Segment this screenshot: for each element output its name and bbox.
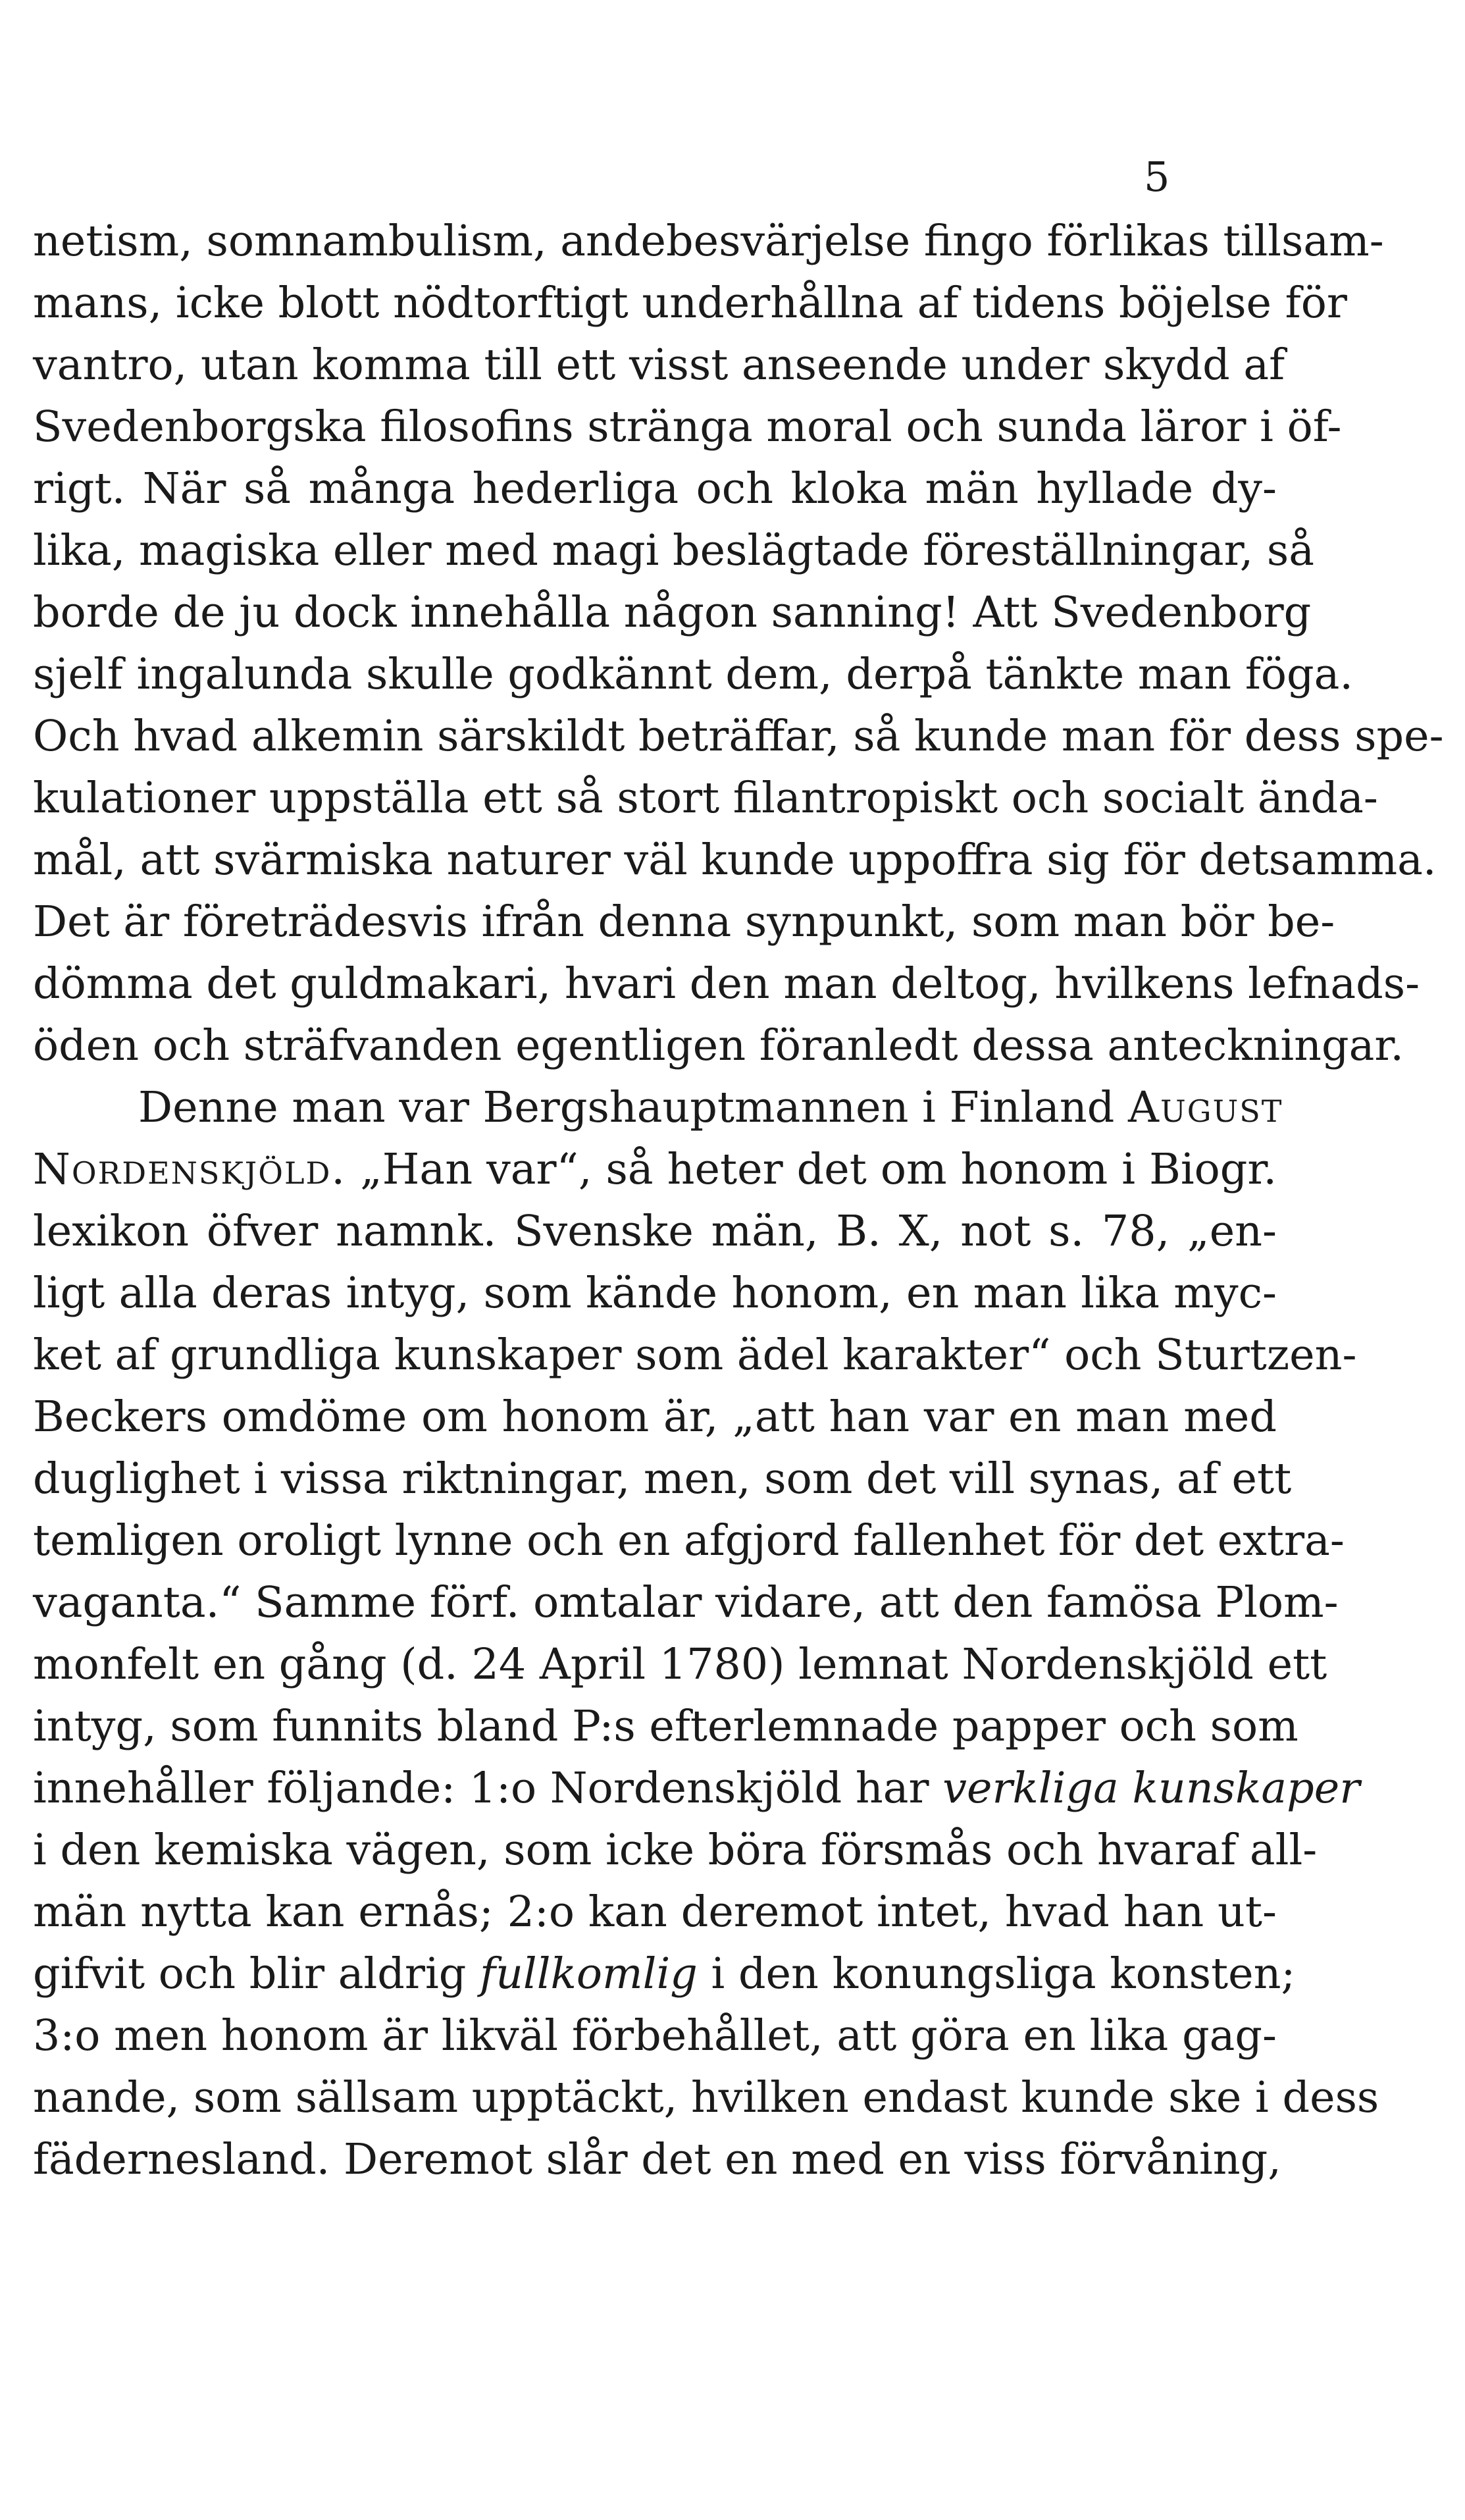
text-line: borde de ju dock innehålla någon sanning! Att Svedenborg: [33, 588, 1312, 637]
text-line: duglighet i vissa riktningar, men, som det vill synas, af ett: [33, 1454, 1292, 1504]
italic-phrase: fullkomlig: [480, 1949, 698, 1999]
text-line: mans, icke blott nödtorftigt underhållna af tidens böjelse för: [33, 278, 1347, 328]
text-line: vaganta.“ Samme förf. omtalar vidare, att den famösa Plom-: [33, 1578, 1339, 1627]
text-line: öden och sträfvanden egentligen föranledt dessa anteckningar.: [33, 1021, 1404, 1070]
text-segment: Denne man var Bergshauptmannen i Finland: [138, 1083, 1129, 1132]
text-segment: gifvit och blir aldrig: [33, 1949, 480, 1999]
text-line: vantro, utan komma till ett visst anseende under skydd af: [33, 340, 1285, 390]
text-line: ligt alla deras intyg, som kände honom, en man lika myc-: [33, 1269, 1277, 1318]
text-line: rigt. När så många hederliga och kloka män hyllade dy-: [33, 464, 1277, 513]
text-line: intyg, som funnits bland P:s efterlemnade papper och som: [33, 1702, 1298, 1751]
text-line: kulationer uppställa ett så stort filantropiskt och socialt ända-: [33, 774, 1378, 823]
text-line: [33, 1077, 1283, 1139]
body-text: [33, 211, 1444, 2191]
text-line: [33, 1139, 1277, 1201]
text-line: lexikon öfver namnk. Svenske män, B. X, not s. 78, „en-: [33, 1207, 1277, 1256]
text-line: Och hvad alkemin särskildt beträffar, så kunde man för dess spe-: [33, 712, 1444, 761]
text-line: sjelf ingalunda skulle godkännt dem, derpå tänkte man föga.: [33, 650, 1354, 699]
page-number: 5: [1144, 153, 1170, 201]
text-line: 3:o men honom är likväl förbehållet, att göra en lika gag-: [33, 2011, 1277, 2061]
text-line: Svedenborgska filosofins stränga moral och sunda läror i öf-: [33, 402, 1342, 452]
text-line: nande, som sällsam upptäckt, hvilken endast kunde ske i dess: [33, 2073, 1379, 2122]
text-line: [33, 1758, 1360, 1820]
text-line: lika, magiska eller med magi beslägtade föreställningar, så: [33, 526, 1315, 575]
text-segment: „Han var“, så heter det om honom i Biogr.: [346, 1145, 1277, 1194]
text-line: dömma det guldmakari, hvari den man deltog, hvilkens lefnads-: [33, 959, 1420, 1009]
text-line: monfelt en gång (d. 24 April 1780) lemnat Nordenskjöld ett: [33, 1640, 1327, 1689]
text-line: [33, 1943, 1296, 2005]
text-line: i den kemiska vägen, som icke böra försmås och hvaraf all-: [33, 1825, 1318, 1875]
author-name-small-caps: Nordenskjöld.: [33, 1145, 347, 1194]
italic-phrase: verkliga kunskaper: [942, 1764, 1360, 1813]
text-line: mål, att svärmiska naturer väl kunde uppoffra sig för detsamma.: [33, 835, 1437, 885]
text-line: Det är företrädesvis ifrån denna synpunkt, som man bör be-: [33, 897, 1335, 947]
text-segment: i den konungsliga konsten;: [697, 1949, 1296, 1999]
text-segment: innehåller följande: 1:o Nordenskjöld har: [33, 1764, 943, 1813]
text-line: temligen oroligt lynne och en afgjord fallenhet för det extra-: [33, 1516, 1345, 1565]
text-line: män nytta kan ernås; 2:o kan deremot intet, hvad han ut-: [33, 1887, 1277, 1937]
text-line: ket af grundliga kunskaper som ädel karakter“ och Sturtzen-: [33, 1330, 1357, 1380]
text-line: fädernesland. Deremot slår det en med en viss förvåning,: [33, 2135, 1281, 2184]
author-name-small-caps: August: [1128, 1083, 1283, 1132]
text-line: netism, somnambulism, andebesvärjelse fingo förlikas tillsam-: [33, 217, 1384, 266]
text-line: Beckers omdöme om honom är, „att han var en man med: [33, 1392, 1277, 1442]
